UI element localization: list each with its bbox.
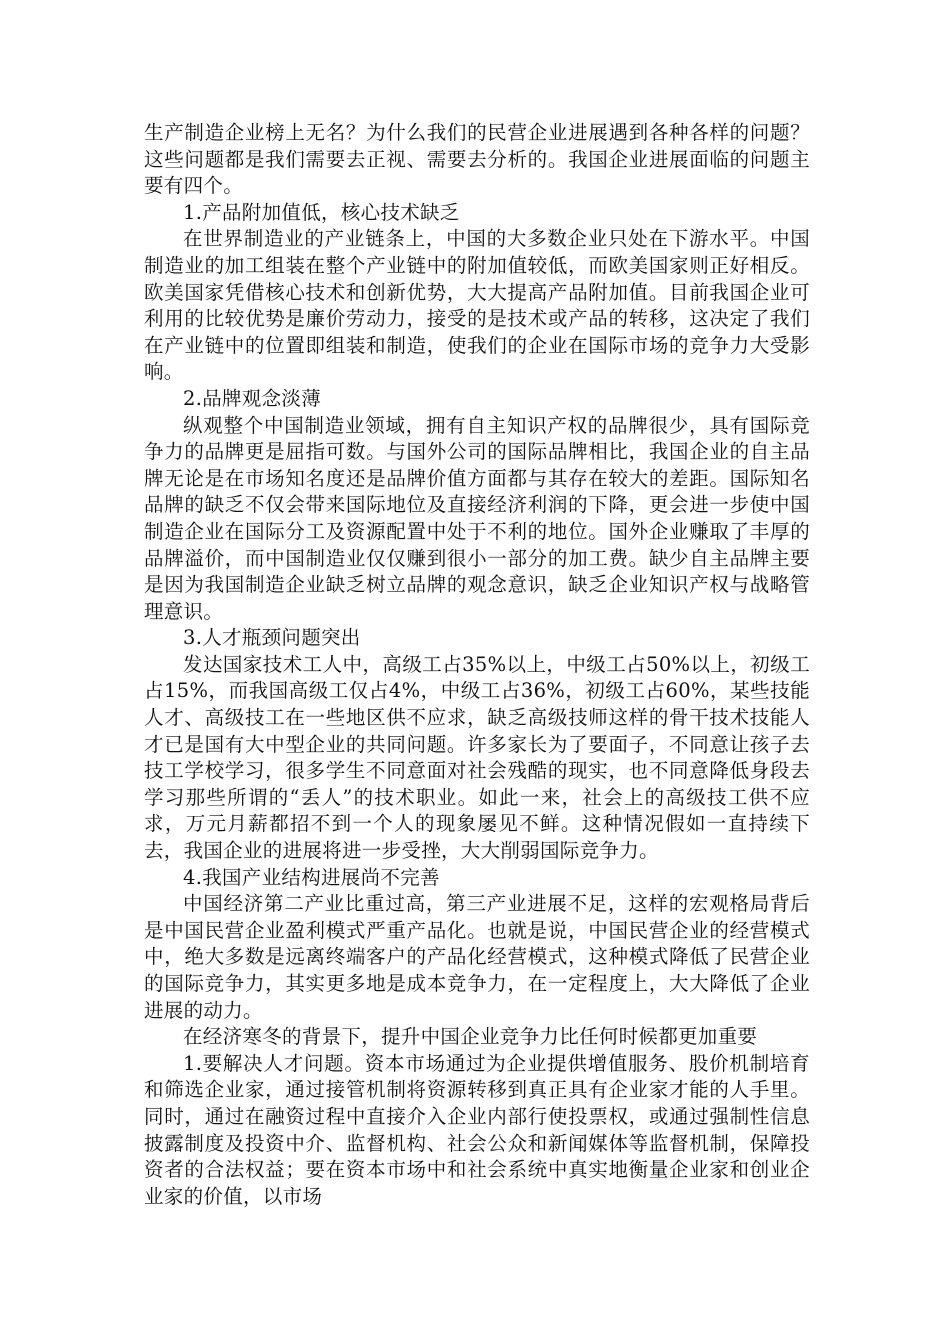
paragraph-transition: 在经济寒冬的背景下，提升中国企业竞争力比任何时候都更加重要 [183,1025,758,1049]
paragraph-intro: 生产制造企业榜上无名？为什么我们的民营企业进展遇到各种各样的问题？这些问题都是我们需要去正视、需要去分析的。我国企业进展面临的问题主要有四个。 [144,121,810,198]
paragraph-section-4: 中国经济第二产业比重过高，第三产业进展不足，这样的宏观格局背后是中国民营企业盈利模式严重产品化。也就是说，中国民营企业的经营模式中，绝大多数是远离终端客户的产品化经营模式，这种模式降低了民营企业的国际竞争力，其实更多地是成本竞争力，在一定程度上，大大降低了企业进展的动力。 [144,892,810,1022]
heading-section-4: 4.我国产业结构进展尚不完善 [183,865,440,889]
paragraph-section-3: 发达国家技术工人中，高级工占35%以上，中级工占50%以上，初级工占15%，而我国高级工仅占4%，中级工占36%，初级工占60%，某些技能人才、高级技工在一些地区供不应求，缺乏高级技师这样的骨干技术技能人才已是国有大中型企业的共同问题。许多家长为了要面子，不同意让孩子去技工学校学习，很多学生不同意面对社会残酷的现实，也不同意降低身段去学习那些所谓的“丢人”的技术职业。如此一来，社会上的高级技工供不应求，万元月薪都招不到一个人的现象屡见不鲜。这种情况假如一直持续下去，我国企业的进展将进一步受挫，大大削弱国际竞争力。 [144,652,810,863]
paragraph-section-2: 纵观整个中国制造业领域，拥有自主知识产权的品牌很少，具有国际竞争力的品牌更是屈指可数。与国外公司的国际品牌相比，我国企业的自主品牌无论是在市场知名度还是品牌价值方面都与其存在较大的差距。国际知名品牌的缺乏不仅会带来国际地位及直接经济利润的下降，更会进一步使中国制造企业在国际分工及资源配置中处于不利的地位。国外企业赚取了丰厚的品牌溢价，而中国制造业仅仅赚到很小一部分的加工费。缺少自主品牌主要是因为我国制造企业缺乏树立品牌的观念意识，缺乏企业知识产权与战略管理意识。 [144,413,810,623]
document-page [144,120,810,1210]
paragraph-section-1: 在世界制造业的产业链条上，中国的大多数企业只处在下游水平。中国制造业的加工组装在整个产业链中的附加值较低，而欧美国家则正好相反。欧美国家凭借核心技术和创新优势，大大提高产品附加值。目前我国企业可利用的比较优势是廉价劳动力，接受的是技术或产品的转移，这决定了我们在产业链中的位置即组装和制造，使我们的企业在国际市场的竞争力大受影响。 [144,227,810,384]
heading-section-3: 3.人才瓶颈问题突出 [183,626,361,650]
heading-section-1: 1.产品附加值低，核心技术缺乏 [183,200,460,224]
heading-section-2: 2.品牌观念淡薄 [183,386,322,410]
paragraph-solution-1: 1.要解决人才问题。资本市场通过为企业提供增值服务、股价机制培育和筛选企业家，通过接管机制将资源转移到真正具有企业家才能的人手里。同时，通过在融资过程中直接介入企业内部行使投票权，或通过强制性信息披露制度及投资中介、监督机构、社会公众和新闻媒体等监督机制，保障投资者的合法权益；要在资本市场中和社会系统中真实地衡量企业家和创业企业家的价值，以市场 [144,1051,810,1208]
